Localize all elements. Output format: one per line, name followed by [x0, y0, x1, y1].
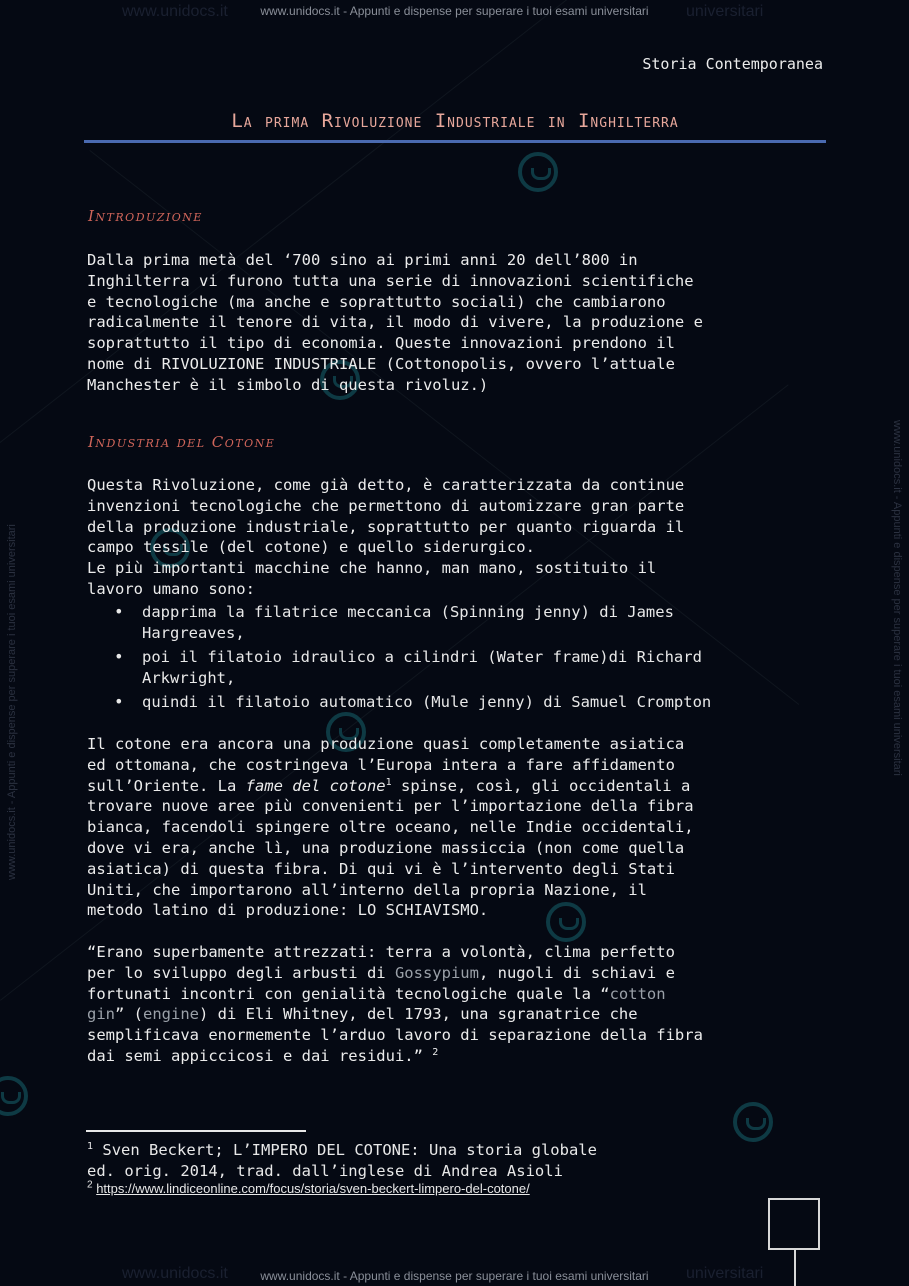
watermark-bottom: www.unidocs.it - Appunti e dispense per superare i tuoi esami universitari [260, 1269, 649, 1283]
quote-text: “Erano superbamente attrezzati: terra a volontà, clima perfetto per lo sviluppo degli arbusti di [87, 943, 675, 982]
section-heading-introduzione: Introduzione [88, 207, 203, 225]
title-underline [84, 140, 826, 143]
watermark-ghost-right: universitari [686, 3, 764, 20]
watermark-logo-icon [733, 1102, 773, 1142]
paragraph-text: spinse, così, gli occidentali a trovare nuove aree più convenienti per l’importazione della fibra bianca, facendoli spingere oltre oceano, nelle Indie occidentali, dove vi era, anche lì, una produzione massiccia (non come quella asiatica) di questa fibra. Di qui vi è l’intervento degli Stati Uniti, che importarono all’interno della propria Nazione, il metodo latino di produzione: LO SCHIAVISMO. [87, 776, 694, 920]
cotton-paragraph: Questa Rivoluzione, come già detto, è caratterizzata da continue invenzioni tecnologiche che permettono di automizzare gran parte della produzione industriale, soprattutto per quanto riguarda il campo tessile (del cotone) e quello siderurgico. Le più importanti macchine che hanno, man mano, sostituito il lavoro umano sono: [87, 476, 685, 598]
document-title: La prima Rivoluzione Industriale in Inghilterra [231, 110, 679, 132]
footnote-1 [87, 1140, 827, 1181]
list-item: • quindi il filatoio automatico (Mule jenny) di Samuel Crompton [87, 692, 827, 713]
highlight-cotton-gin: cotton gin [87, 984, 666, 1024]
watermark-ghost-left: www.unidocs.it [122, 3, 228, 20]
footnote-text: Sven Beckert; L’IMPERO DEL COTONE: Una storia globale ed. orig. 2014, trad. dall’inglese di Andrea Asioli [87, 1141, 597, 1180]
footnote-marker: 2 [87, 1179, 93, 1191]
highlight-gossypium: Gossypium [394, 963, 479, 982]
quote-text: ) di Eli Whitney, del 1793, una sgranatrice che semplificava enormemente l’arduo lavoro di separazione della fibra dai semi appiccicosi e dai residui.” [87, 1005, 703, 1065]
watermark-side-left: www.unidocs.it - Appunti e dispense per superare i tuoi esami universitari [6, 524, 18, 880]
watermark-logo-icon [518, 152, 558, 192]
watermark-logo-icon [0, 1076, 28, 1116]
footnote-marker: 1 [87, 1140, 94, 1152]
watermark-ghost-left-bottom: www.unidocs.it [122, 1265, 228, 1282]
list-item: • dapprima la filatrice meccanica (Spinning jenny) di James Hargreaves, [87, 602, 827, 644]
footnote-ref-1[interactable]: 1 [385, 776, 392, 788]
section-heading-industria-cotone: Industria del Cotone [88, 433, 276, 451]
quote-paragraph [87, 942, 827, 1067]
page-number-box [768, 1198, 820, 1250]
footnote-link[interactable]: https://www.lindiceonline.com/focus/storia/sven-beckert-limpero-del-cotone/ [96, 1181, 530, 1196]
watermark-ghost-right-bottom: universitari [686, 1265, 764, 1282]
page-number-line [794, 1250, 796, 1286]
footnote-separator [86, 1130, 306, 1132]
cotton-history-paragraph [87, 734, 827, 921]
emphasis-fame-del-cotone: fame del cotone [245, 776, 386, 795]
footnote-ref-2[interactable]: 2 [432, 1046, 439, 1058]
quote-text: , nugoli di schiavi e fortunati incontri con genialità tecnologiche quale la “ [87, 963, 675, 1003]
highlight-engine: engine [143, 1005, 199, 1024]
watermark-top: www.unidocs.it - Appunti e dispense per superare i tuoi esami universitari [260, 4, 649, 18]
quote-text: ” ( [115, 1005, 143, 1024]
intro-paragraph: Dalla prima metà del ‘700 sino ai primi anni 20 dell’800 in Inghilterra vi furono tutta una serie di innovazioni scientifiche e tecnologiche (ma anche e soprattutto sociali) che cambiarono radicalmente il tenore di vita, il modo di vivere, la produzione e soprattutto il tipo di economia. Queste innovazioni prendono il nome di RIVOLUZIONE INDUSTRIALE (Cottonopolis, ovvero l’attuale Manchester è il simbolo di questa rivoluz.) [87, 251, 703, 394]
footnote-2 [87, 1181, 530, 1196]
list-item: • poi il filatoio idraulico a cilindri (Water frame)di Richard Arkwright, [87, 647, 827, 689]
course-name: Storia Contemporanea [642, 55, 823, 73]
machines-list [87, 602, 827, 716]
watermark-side-right: www.unidocs.it - Appunti e dispense per superare i tuoi esami universitari [891, 420, 903, 776]
paragraph-text: Il cotone era ancora una produzione quasi completamente asiatica ed ottomana, che costringeva l’Europa intera a fare affidamento sull’Oriente. La [87, 735, 685, 795]
